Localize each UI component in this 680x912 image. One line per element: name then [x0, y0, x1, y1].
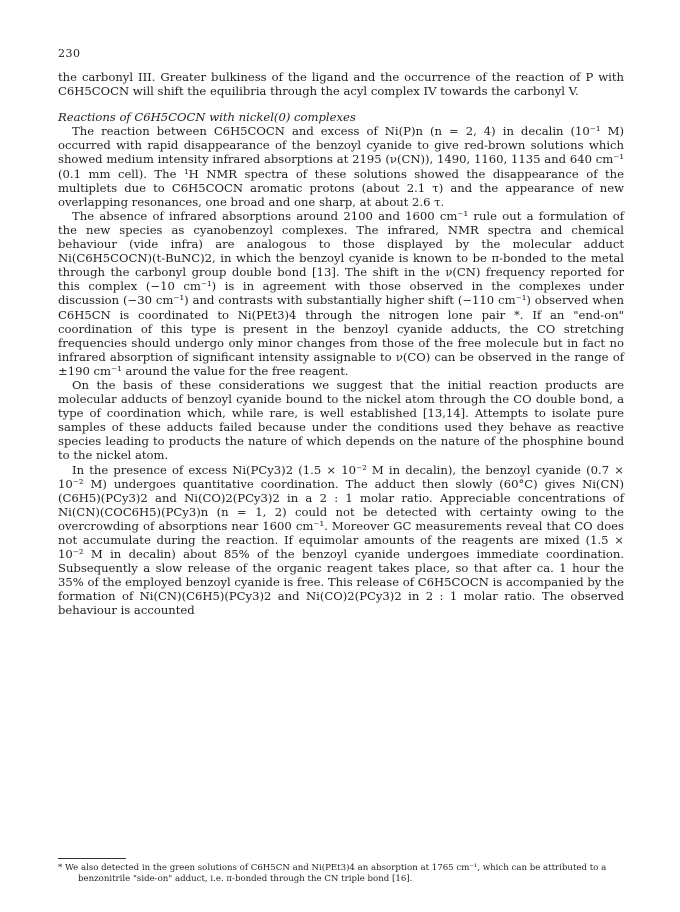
footnote [58, 863, 624, 885]
page-number: 230 [58, 47, 81, 60]
body-text [58, 70, 624, 618]
intro-paragraph: the carbonyl III. Greater bulkiness of the ligand and the occurrence of the reaction of P with C6H5COCN will shift the equilibria through the acyl complex IV towards the carbonyl V. [58, 70, 624, 99]
section-heading: Reactions of C6H5COCN with nickel(0) complexes [58, 110, 356, 125]
paragraph-2: The absence of infrared absorptions around 2100 and 1600 cm⁻¹ rule out a formulation of the new species as cyanobenzoyl complexes. The infrared, NMR spectra and chemical behaviour (vide infra) are analogous to those displayed by the molecular adduct Ni(C6H5COCN)(t-BuNC)2, in which the benzoyl cyanide is known to be π-bonded to the metal through the carbonyl group double bond [13]. The shift in the ν(CN) frequency reported for this complex (−10 cm⁻¹) is in agreement with those observed in the complexes under discussion (−30 cm⁻¹) and contrasts with substantially higher shift (−110 cm⁻¹) observed when C6H5CN is coordinated to Ni(PEt3)4 through the nitrogen lone pair *. If an "end-on" coordination of this type is present in the benzoyl cyanide adducts, the CO stretching frequencies should undergo only minor changes from those of the free molecule but in fact no infrared absorption of significant intensity assignable to ν(CO) can be observed in the range of ±190 cm⁻¹ around the value for the free reagent. [58, 208, 624, 378]
paragraph-1: The reaction between C6H5COCN and excess of Ni(P)n (n = 2, 4) in decalin (10⁻¹ M) occurred with rapid disappearance of the benzoyl cyanide to give red-brown solutions which showed medium intensity infrared absorptions at 2195 (ν(CN)), 1490, 1160, 1135 and 640 cm⁻¹ (0.1 mm cell). The ¹H NMR spectra of these solutions showed the disappearance of the multiplets due to C6H5COCN aromatic protons (about 2.1 τ) and the appearance of new overlapping resonances, one broad and one sharp, at about 2.6 τ. [58, 124, 624, 209]
footnote-text: * We also detected in the green solutions of C6H5CN and Ni(PEt3)4 an absorption at 1765 cm⁻¹, which can be attributed to a benzonitrile "side-on" adduct, i.e. π-bonded through the CN triple bond [16]. [58, 863, 607, 885]
paragraph-4: In the presence of excess Ni(PCy3)2 (1.5 × 10⁻² M in decalin), the benzoyl cyanide (0.7 × 10⁻² M) undergoes quantitative coordination. The adduct then slowly (60°C) gives Ni(CN)(C6H5)(PCy3)2 and Ni(CO)2(PCy3)2 in a 2 : 1 molar ratio. Appreciable concentrations of Ni(CN)(COC6H5)(PCy3)n (n = 1, 2) could not be detected with certainty owing to the overcrowding of absorptions near 1600 cm⁻¹. Moreover GC measurements reveal that CO does not accumulate during the reaction. If equimolar amounts of the reagents are mixed (1.5 × 10⁻² M in decalin) about 85% of the benzoyl cyanide undergoes immediate coordination. Subsequently a slow release of the organic reagent takes place, so that after ca. 1 hour the 35% of the employed benzoyl cyanide is free. This release of C6H5COCN is accompanied by the formation of Ni(CN)(C6H5)(PCy3)2 and Ni(CO)2(PCy3)2 in 2 : 1 molar ratio. The observed behaviour is accounted [58, 462, 624, 618]
footnote-divider [58, 858, 126, 859]
paragraph-3: On the basis of these considerations we suggest that the initial reaction products are molecular adducts of benzoyl cyanide bound to the nickel atom through the CO double bond, a type of coordination which, while rare, is well established [13,14]. Attempts to isolate pure samples of these adducts failed because under the conditions used they behave as reactive species leading to products the nature of which depends on the nature of the phosphine bound to the nickel atom. [58, 377, 624, 463]
